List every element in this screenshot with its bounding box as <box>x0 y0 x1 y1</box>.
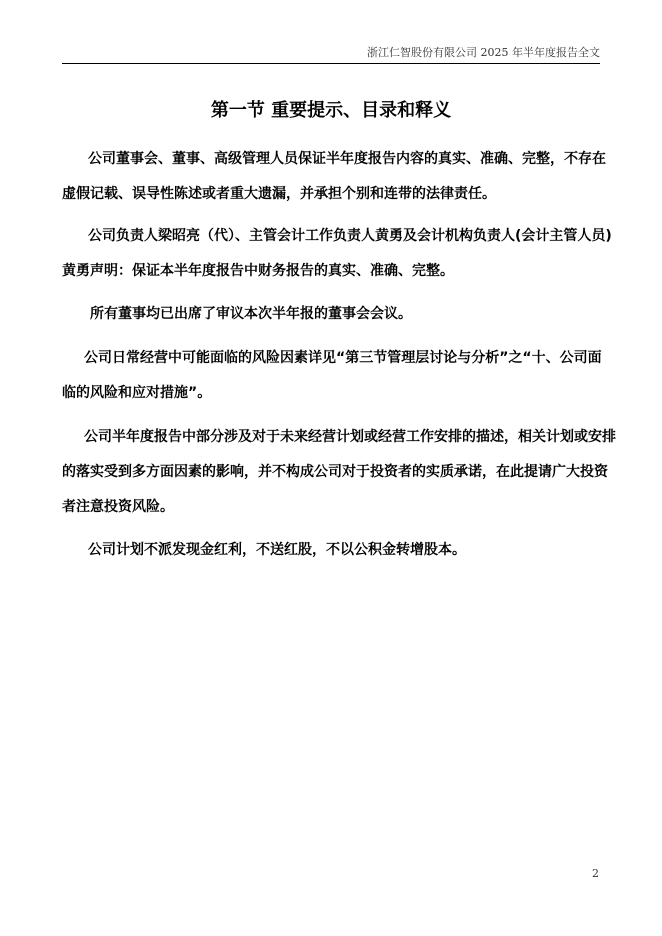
paragraph-line: 所有董事均已出席了审议本次半年报的董事会会议。 <box>90 306 412 322</box>
paragraph-line: 公司负责人梁昭亮（代）、主管会计工作负责人黄勇及会计机构负责人(会计主管人员) <box>88 228 612 244</box>
paragraph-line: 者注意投资风险。 <box>62 499 174 515</box>
paragraph-dividend-plan <box>62 533 602 568</box>
paragraph-line: 临的风险和应对措施”。 <box>62 385 212 401</box>
paragraph-line: 黄勇声明：保证本半年度报告中财务报告的真实、准确、完整。 <box>62 263 454 279</box>
paragraph-line: 公司日常经营中可能面临的风险因素详见“第三节管理层讨论与分析”之“十、公司面 <box>84 350 602 366</box>
section-title: 第一节 重要提示、目录和释义 <box>210 100 452 121</box>
header-divider <box>62 63 600 64</box>
paragraph-line: 虚假记载、误导性陈述或者重大遗漏，并承担个别和连带的法律责任。 <box>62 186 496 202</box>
paragraph-line: 的落实受到多方面因素的影响，并不构成公司对于投资者的实质承诺，在此提请广大投资 <box>62 464 608 480</box>
paragraph-responsible-persons <box>62 219 612 289</box>
running-header: 浙江仁智股份有限公司 2025 年半年度报告全文 <box>367 46 600 59</box>
paragraph-line: 公司董事会、董事、高级管理人员保证半年度报告内容的真实、准确、完整，不存在 <box>88 151 606 167</box>
paragraph-line: 公司半年度报告中部分涉及对于未来经营计划或经营工作安排的描述，相关计划或安排 <box>84 429 616 445</box>
paragraph-board-guarantee <box>62 142 606 212</box>
paragraph-line: 公司计划不派发现金红利，不送红股，不以公积金转增股本。 <box>88 542 466 558</box>
paragraph-forward-looking <box>62 420 616 525</box>
paragraph-risk-factors <box>62 341 602 411</box>
paragraph-directors-attendance <box>62 297 602 332</box>
page-number: 2 <box>592 867 599 880</box>
